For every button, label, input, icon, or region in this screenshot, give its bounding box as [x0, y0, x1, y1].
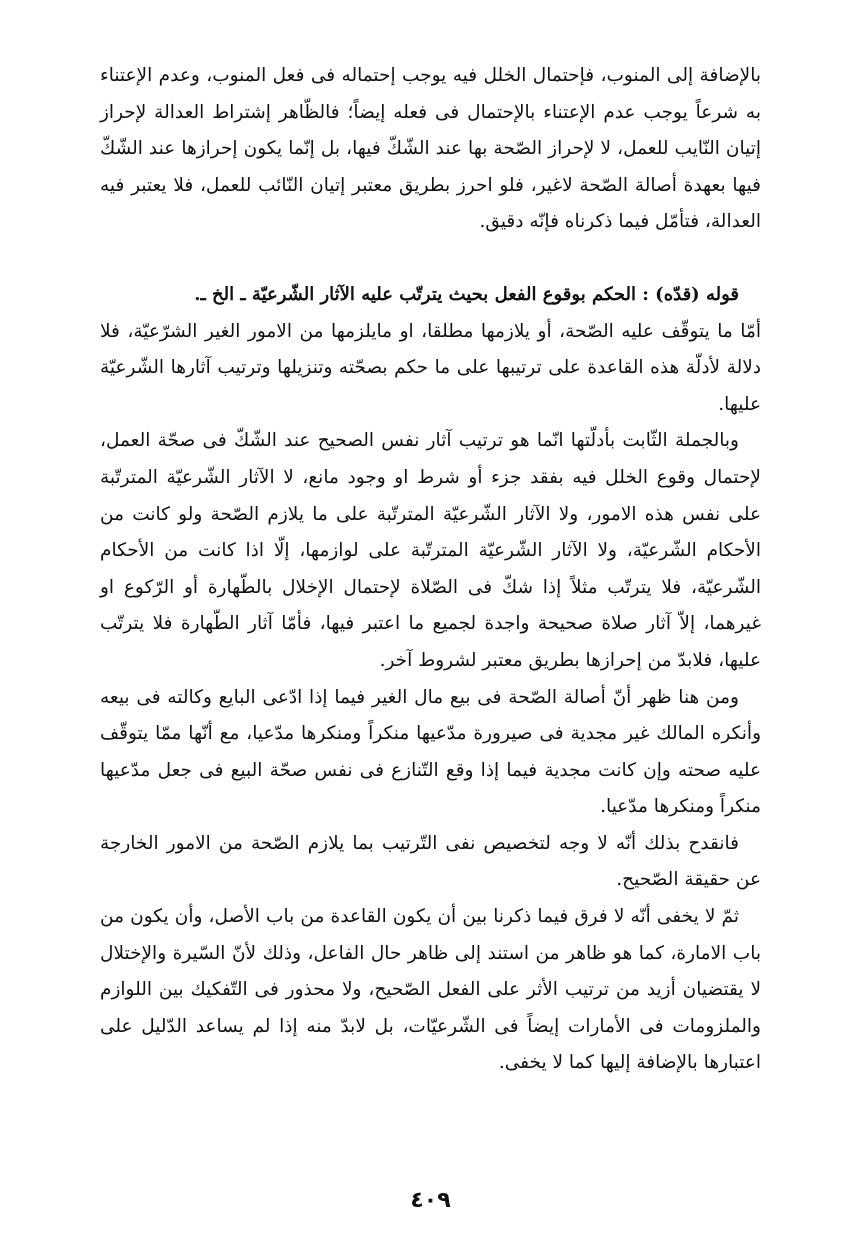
page-number: ٤٠٩ [410, 1188, 451, 1213]
body-text [100, 58, 761, 1082]
paragraph-1: بالإضافة إلى المنوب، فإحتمال الخلل فيه يوجب إحتماله فى فعل المنوب، وعدم الإعتناء به شرعاً يوجب عدم الإعتناء بالإحتمال فى فعله إيضاً؛ فالظّاهر إشتراط العدالة لإحراز إتيان النّايب للعمل، لا لإحراز الصّحة بها عند الشّكّ فيها، بل إنّما يكون إحرازها عند الشّكّ فيها بعهدة أصالة الصّحة لاغير، فلو احرز بطريق معتبر إتيان النّائب للعمل، فلا يعتبر فيه العدالة، فتأمّل فيما ذكرناه فإنّه دقيق. [100, 65, 761, 233]
paragraph-4: ومن هنا ظهر أنّ أصالة الصّحة فى بيع مال الغير فيما إذا ادّعى البايع وكالته فى بيعه وأنكره المالك غير مجدية فى صيرورة مدّعيها منكراً ومنكرها مدّعيا، مع أنّها ممّا يتوقّف عليه صحته وإن كانت مجدية فيما إذا وقع التّنازع فى نفس صحّة البيع فى جعل مدّعيها منكراً ومنكرها مدّعيا. [100, 686, 761, 818]
paragraph-5: فانقدح بذلك أنّه لا وجه لتخصيص نفى التّرتيب بما يلازم الصّحة من الامور الخارجة عن حقيقة الصّحيح. [100, 832, 761, 891]
section-heading: قوله (قدّه) : الحكم بوقوع الفعل بحيث يترتّب عليه الآثار الشّرعيّة ـ الخ ـ. [194, 283, 739, 305]
paragraph-6: ثمّ لا يخفى أنّه لا فرق فيما ذكرنا بين أن يكون القاعدة من باب الأصل، وأن يكون من باب الامارة، كما هو ظاهر من استند إلى ظاهر حال الفاعل، وذلك لأنّ السّيرة والإختلال لا يقتضيان أزيد من ترتيب الأثر على الفعل الصّحيح، ولا محذور فى التّفكيك بين اللوازم والملزومات فى الأمارات إيضاً فى الشّرعيّات، بل لابدّ منه إذا لم يساعد الدّليل على اعتبارها بالإضافة إليها كما لا يخفى. [100, 906, 761, 1074]
section-spacer [100, 241, 761, 277]
paragraph-3: وبالجملة الثّابت بأدلّتها انّما هو ترتيب آثار نفس الصحيح عند الشّكّ فى صحّة العمل، لإحتمال وقوع الخلل فيه بفقد جزء أو شرط او وجود مانع، لا الآثار الشّرعيّة المترتّبة على نفس هذه الامور، ولا الآثار الشّرعيّة المترتّبة على ما يلازم الصّحة ولو كانت من الأحكام الشّرعيّة، ولا الآثار الشّرعيّة المترتّبة على لوازمها، إلّا اذا كانت من الأحكام الشّرعيّة، فلا يترتّب مثلاً إذا شكّ فى الصّلاة لإحتمال الإخلال بالطّهارة أو الرّكوع او غيرهما، إلاّ آثار صلاة صحيحة واجدة لجميع ما اعتبر فيها، فأمّا آثار الطّهارة فلا يترتّب عليها، فلابدّ من إحرازها بطريق معتبر لشروط آخر. [100, 430, 761, 671]
paragraph-2: أمّا ما يتوقّف عليه الصّحة، أو يلازمها مطلقا، او مايلزمها من الامور الغير الشرّعيّة، فلا دلالة لأدلّة هذه القاعدة على ترتيبها على ما حكم بصحّته وتنزيلها وترتيب آثارها الشّرعيّة عليها. [100, 320, 761, 415]
